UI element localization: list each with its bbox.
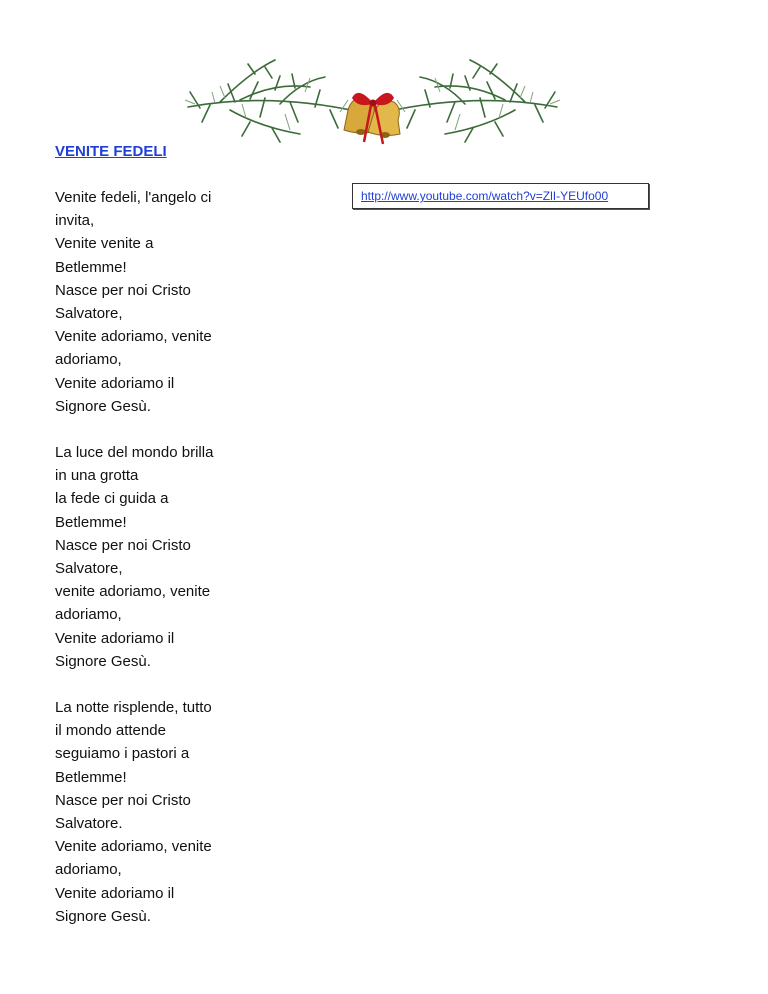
lyric-line: La notte risplende, tutto (55, 699, 212, 717)
lyrics (55, 186, 240, 951)
lyric-line: La luce del mondo brilla (55, 444, 214, 462)
lyric-line: Venite adoriamo, venite (55, 328, 212, 346)
lyric-line: Signore Gesù. (55, 397, 151, 415)
lyric-line: Venite fedeli, l'angelo ci (55, 189, 212, 206)
christmas-bells-garland-icon (180, 52, 565, 152)
verse (55, 696, 240, 928)
lyric-line: Venite venite a (55, 235, 154, 253)
lyric-line: Betlemme! (55, 768, 127, 786)
lyric-line: adoriamo, (55, 351, 122, 369)
youtube-link[interactable]: http://www.youtube.com/watch?v=ZlI-YEUfo00 (361, 189, 609, 203)
lyric-line: venite adoriamo, venite (55, 583, 211, 601)
song-title-link[interactable]: VENITE FEDELI (55, 143, 167, 160)
lyric-line: Betlemme! (55, 513, 127, 531)
lyric-line: Salvatore, (55, 560, 123, 578)
lyric-line: in una grotta (55, 467, 139, 485)
lyric-line: Venite adoriamo, venite (55, 838, 212, 856)
youtube-link-box (352, 183, 649, 209)
lyric-line: Venite adoriamo il (55, 884, 175, 902)
lyric-line: Nasce per noi Cristo (55, 536, 191, 554)
lyric-line: il mondo attende (55, 722, 166, 740)
lyric-line: adoriamo, (55, 606, 122, 624)
lyric-line: adoriamo, (55, 861, 122, 879)
lyric-line: Salvatore. (55, 815, 123, 833)
lyric-line: invita, (55, 212, 95, 230)
lyric-line: Signore Gesù. (55, 652, 151, 670)
lyric-line: Venite adoriamo il (55, 629, 175, 647)
lyric-line: la fede ci guida a (55, 490, 169, 508)
lyric-line: seguiamo i pastori a (55, 745, 190, 763)
verse (55, 441, 240, 673)
lyric-line: Nasce per noi Cristo (55, 791, 191, 809)
lyric-line: Betlemme! (55, 258, 127, 276)
lyric-line: Signore Gesù. (55, 907, 151, 925)
lyric-line: Nasce per noi Cristo (55, 281, 191, 299)
lyric-line: Salvatore, (55, 305, 123, 323)
lyric-line: Venite adoriamo il (55, 374, 175, 392)
verse (55, 186, 240, 418)
